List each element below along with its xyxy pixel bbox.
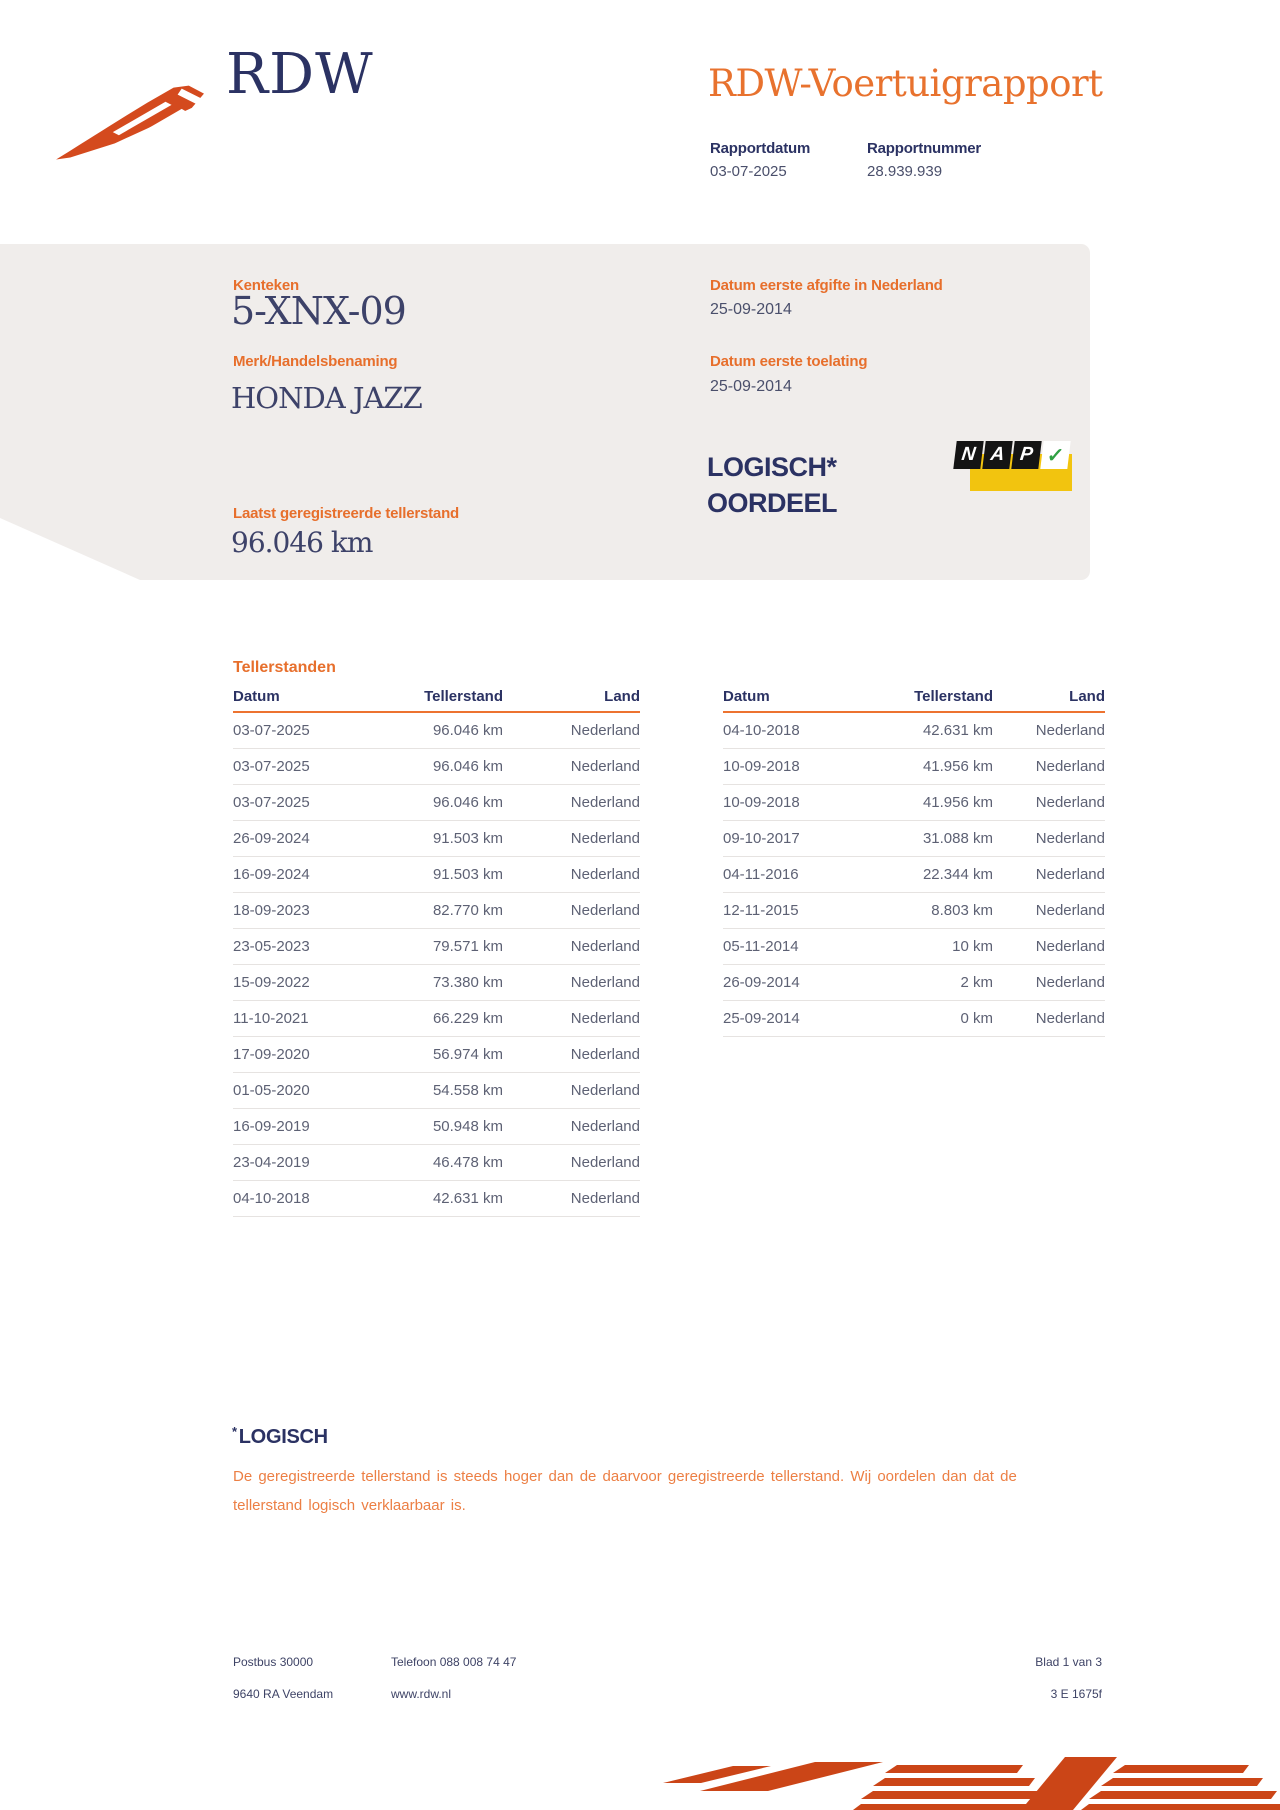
- cell-datum: 17-09-2020: [233, 1046, 310, 1063]
- cell-datum: 03-07-2025: [233, 794, 310, 811]
- cell-tellerstand: 73.380 km: [432, 974, 503, 991]
- asterisk: *: [232, 1424, 237, 1439]
- cell-datum: 25-09-2014: [723, 1010, 800, 1027]
- cell-tellerstand: 41.956 km: [922, 758, 993, 775]
- table-row: [723, 785, 1105, 821]
- table-header-row: [233, 688, 640, 713]
- cell-land: Nederland: [570, 938, 640, 955]
- cell-datum: 05-11-2014: [723, 938, 799, 955]
- table-row: [233, 929, 640, 965]
- cell-land: Nederland: [1035, 938, 1105, 955]
- logisch-explanation-text: De geregistreerde tellerstand is steeds hoger dan de daarvoor geregistreerde tellerstand. Wij oordelen dan dat de tellerstand logisch verklaarbaar is.: [233, 1468, 1017, 1514]
- panel-corner-notch: [0, 518, 140, 580]
- table-row: [723, 821, 1105, 857]
- cell-datum: 12-11-2015: [723, 902, 799, 919]
- table-row: [723, 1001, 1105, 1037]
- footer-speedlines-graphic: [645, 1753, 1280, 1810]
- cell-datum: 16-09-2024: [233, 866, 310, 883]
- kenteken-value: 5-XNX-09: [231, 289, 406, 333]
- odometer-table-left: [233, 688, 640, 1217]
- cell-land: Nederland: [1035, 758, 1105, 775]
- footer-form-code: 3 E 1675f: [1050, 1687, 1102, 1701]
- cell-datum: 16-09-2019: [233, 1118, 310, 1135]
- table-row: [723, 713, 1105, 749]
- table-row: [233, 1145, 640, 1181]
- cell-tellerstand: 22.344 km: [922, 866, 993, 883]
- cell-tellerstand: 8.803 km: [931, 902, 993, 919]
- column-header-datum: Datum: [233, 688, 280, 705]
- cell-datum: 15-09-2022: [233, 974, 310, 991]
- cell-land: Nederland: [570, 758, 640, 775]
- footer-address-line2: 9640 RA Veendam: [233, 1687, 334, 1701]
- cell-land: Nederland: [570, 974, 640, 991]
- cell-land: Nederland: [570, 830, 640, 847]
- cell-land: Nederland: [570, 1046, 640, 1063]
- merk-value: HONDA JAZZ: [231, 381, 422, 415]
- cell-land: Nederland: [570, 1118, 640, 1135]
- column-header-datum: Datum: [723, 688, 770, 705]
- column-header-land: Land: [1069, 688, 1105, 705]
- report-date-label: Rapportdatum: [710, 140, 811, 157]
- cell-datum: 18-09-2023: [233, 902, 310, 919]
- cell-tellerstand: 41.956 km: [922, 794, 993, 811]
- cell-tellerstand: 66.229 km: [432, 1010, 503, 1027]
- cell-land: Nederland: [570, 794, 640, 811]
- report-number-value: 28.939.939: [867, 163, 943, 180]
- vehicle-summary-panel: [0, 244, 1090, 580]
- cell-land: Nederland: [570, 1010, 640, 1027]
- footer-website-link[interactable]: www.rdw.nl: [391, 1687, 452, 1701]
- nap-letter-a: A: [982, 441, 1012, 469]
- table-row: [233, 1181, 640, 1217]
- logisch-heading-text: LOGISCH: [238, 1426, 328, 1448]
- table-row: [233, 1109, 640, 1145]
- cell-land: Nederland: [1035, 902, 1105, 919]
- report-date-value: 03-07-2025: [710, 163, 787, 180]
- cell-tellerstand: 2 km: [960, 974, 993, 991]
- nap-letter-tiles: [955, 441, 1069, 469]
- cell-land: Nederland: [1035, 1010, 1105, 1027]
- cell-land: Nederland: [1035, 866, 1105, 883]
- cell-datum: 03-07-2025: [233, 722, 310, 739]
- cell-datum: 04-11-2016: [723, 866, 799, 883]
- cell-datum: 01-05-2020: [233, 1082, 310, 1099]
- cell-tellerstand: 31.088 km: [922, 830, 993, 847]
- cell-land: Nederland: [1035, 794, 1105, 811]
- oordeel-verdict: [707, 449, 837, 521]
- afgifte-label: Datum eerste afgifte in Nederland: [710, 277, 943, 294]
- cell-tellerstand: 50.948 km: [432, 1118, 503, 1135]
- rdw-wordmark: RDW: [226, 42, 374, 107]
- cell-datum: 23-04-2019: [233, 1154, 310, 1171]
- table-row: [233, 965, 640, 1001]
- footer-address-line1: Postbus 30000: [233, 1655, 314, 1669]
- rdw-logo-icon: [52, 74, 206, 164]
- cell-land: Nederland: [570, 866, 640, 883]
- merk-label: Merk/Handelsbenaming: [233, 353, 398, 370]
- table-row: [233, 893, 640, 929]
- nap-letter-p: P: [1011, 441, 1041, 469]
- toelating-label: Datum eerste toelating: [710, 353, 868, 370]
- table-header-row: [723, 688, 1105, 713]
- footer-page-number: Blad 1 van 3: [1035, 1655, 1102, 1669]
- nap-logo: [955, 441, 1079, 495]
- table-row: [233, 1037, 640, 1073]
- cell-datum: 11-10-2021: [233, 1010, 309, 1027]
- cell-datum: 03-07-2025: [233, 758, 310, 775]
- column-header-land: Land: [604, 688, 640, 705]
- cell-datum: 04-10-2018: [723, 722, 800, 739]
- cell-tellerstand: 42.631 km: [432, 1190, 503, 1207]
- cell-datum: 23-05-2023: [233, 938, 310, 955]
- cell-tellerstand: 96.046 km: [432, 758, 503, 775]
- cell-datum: 09-10-2017: [723, 830, 800, 847]
- cell-datum: 10-09-2018: [723, 758, 800, 775]
- cell-tellerstand: 91.503 km: [432, 866, 503, 883]
- kenteken-label: Kenteken: [233, 277, 299, 294]
- cell-tellerstand: 10 km: [952, 938, 993, 955]
- afgifte-value: 25-09-2014: [710, 301, 792, 318]
- nap-letter-n: N: [953, 441, 983, 469]
- page-title: RDW-Voertuigrapport: [708, 62, 1103, 105]
- cell-land: Nederland: [570, 722, 640, 739]
- table-row: [723, 749, 1105, 785]
- cell-datum: 26-09-2024: [233, 830, 310, 847]
- cell-datum: 04-10-2018: [233, 1190, 310, 1207]
- cell-land: Nederland: [570, 1154, 640, 1171]
- cell-tellerstand: 79.571 km: [432, 938, 503, 955]
- logisch-explanation-heading: [232, 1424, 328, 1449]
- cell-tellerstand: 0 km: [960, 1010, 993, 1027]
- oordeel-line1: LOGISCH*: [707, 452, 837, 482]
- table-row: [233, 749, 640, 785]
- cell-land: Nederland: [570, 1082, 640, 1099]
- cell-tellerstand: 82.770 km: [432, 902, 503, 919]
- cell-land: Nederland: [1035, 830, 1105, 847]
- tellerstand-label: Laatst geregistreerde tellerstand: [233, 505, 459, 522]
- cell-tellerstand: 91.503 km: [432, 830, 503, 847]
- cell-datum: 26-09-2014: [723, 974, 800, 991]
- report-number-label: Rapportnummer: [867, 140, 982, 157]
- cell-tellerstand: 56.974 km: [432, 1046, 503, 1063]
- column-header-tellerstand: Tellerstand: [914, 688, 993, 705]
- table-row: [233, 713, 640, 749]
- cell-tellerstand: 96.046 km: [432, 794, 503, 811]
- cell-land: Nederland: [570, 1190, 640, 1207]
- tellerstand-value: 96.046 km: [231, 526, 373, 559]
- table-row: [233, 857, 640, 893]
- cell-tellerstand: 96.046 km: [432, 722, 503, 739]
- table-row: [723, 929, 1105, 965]
- table-row: [723, 965, 1105, 1001]
- table-row: [723, 893, 1105, 929]
- table-row: [723, 857, 1105, 893]
- table-row: [233, 1073, 640, 1109]
- footer-phone: Telefoon 088 008 74 47: [391, 1655, 517, 1669]
- section-title-tellerstanden: Tellerstanden: [233, 659, 336, 676]
- oordeel-line2: OORDEEL: [707, 488, 838, 518]
- table-row: [233, 1001, 640, 1037]
- odometer-table-right: [723, 688, 1105, 1037]
- cell-tellerstand: 42.631 km: [922, 722, 993, 739]
- nap-check-icon: ✓: [1040, 441, 1070, 469]
- cell-land: Nederland: [1035, 722, 1105, 739]
- table-row: [233, 785, 640, 821]
- table-row: [233, 821, 640, 857]
- toelating-value: 25-09-2014: [710, 378, 792, 395]
- cell-land: Nederland: [570, 902, 640, 919]
- cell-land: Nederland: [1035, 974, 1105, 991]
- cell-tellerstand: 46.478 km: [432, 1154, 503, 1171]
- cell-datum: 10-09-2018: [723, 794, 800, 811]
- column-header-tellerstand: Tellerstand: [424, 688, 503, 705]
- cell-tellerstand: 54.558 km: [432, 1082, 503, 1099]
